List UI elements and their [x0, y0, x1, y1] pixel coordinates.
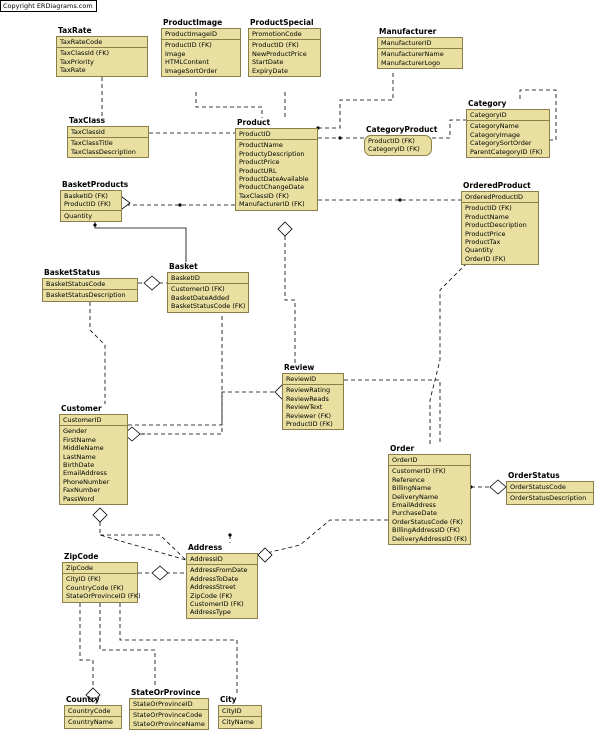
entity-attr: PurchaseDate [392, 509, 438, 518]
entity-attr: ProductName [239, 141, 283, 150]
entity-basketproducts[interactable] [60, 180, 129, 222]
entity-name: ProductSpecial [250, 18, 314, 27]
entity-attr: BillingAddressID (FK) [392, 526, 460, 535]
entity-attr: StateOrProvinceCode [133, 711, 203, 720]
entity-attr: NewProductPrice [252, 49, 307, 58]
entity-country[interactable] [64, 695, 122, 729]
entity-attr: ProductID (FK) [286, 420, 333, 429]
entity-attr: ProductID [239, 130, 271, 138]
entity-attr: ProductID (FK) [165, 41, 212, 50]
entity-attr: CategorySortOrder [470, 139, 532, 148]
entity-attr: TaxRateCode [60, 38, 103, 46]
entity-productspecial[interactable] [248, 18, 321, 77]
entity-attr: ProductName [465, 212, 509, 221]
entity-orderstatus[interactable] [506, 471, 594, 505]
entity-attr: ProductImageID [165, 30, 217, 38]
entity-name: ProductImage [163, 18, 223, 27]
entity-name: City [220, 695, 237, 704]
entity-attr: ProductID (FK) [64, 200, 111, 209]
entity-attr: OrderStatusDescription [510, 494, 587, 503]
entity-attr: AddressStreet [190, 583, 236, 592]
entity-attr: BasketID (FK) [64, 192, 108, 200]
entity-attr: StateOrProvinceID [133, 700, 193, 708]
entity-name: StateOrProvince [131, 688, 201, 697]
entity-attr: BasketDateAdded [171, 293, 230, 302]
entity-name: Order [390, 444, 415, 453]
entity-attr: Image [165, 49, 186, 58]
entity-attr: TaxClassId (FK) [60, 49, 110, 58]
entity-attr: ProductyDescription [239, 149, 305, 158]
entity-orderedproduct[interactable] [461, 181, 539, 265]
entity-order[interactable] [388, 444, 471, 545]
entity-attr: CategoryID [470, 111, 507, 119]
entity-attr: StateOrProvinceID (FK) [66, 592, 141, 601]
entity-product[interactable] [235, 118, 318, 211]
entity-customer[interactable] [59, 404, 128, 505]
entity-name: BasketStatus [44, 268, 101, 277]
entity-attr: TaxClassTitle [71, 139, 113, 148]
entity-attr: ReviewText [286, 403, 323, 412]
entity-attr: Reviewer (FK) [286, 411, 332, 420]
entity-attr: ProductDateAvailable [239, 175, 309, 184]
entity-attr: OrderID (FK) [465, 254, 506, 263]
entity-name: Customer [61, 404, 102, 413]
entity-attr: ManufacturerID (FK) [239, 200, 305, 209]
entity-name: Review [284, 363, 315, 372]
entity-attr: ProductTax [465, 238, 501, 247]
entity-name: TaxRate [58, 26, 92, 35]
entity-attr: ZipCode (FK) [190, 591, 233, 600]
entity-attr: FirstName [63, 435, 96, 444]
entity-attr: CategoryImage [470, 130, 521, 139]
entity-attr: TaxClassDescription [71, 147, 136, 156]
entity-attr: Gender [63, 427, 87, 436]
entity-name: BasketProducts [62, 180, 129, 189]
entity-name: OrderStatus [508, 471, 560, 480]
entity-attr: AddressType [190, 608, 231, 617]
entity-attr: CustomerID (FK) [171, 285, 225, 294]
entity-attr: ProductURL [239, 166, 277, 175]
entity-manufacturer[interactable] [377, 27, 463, 69]
entity-attr: AddressFromDate [190, 566, 248, 575]
entity-attr: CustomerID (FK) [392, 467, 446, 476]
entity-attr: CustomerID (FK) [190, 600, 244, 609]
entity-category[interactable] [466, 99, 550, 158]
entity-attr: StartDate [252, 58, 284, 67]
entity-attr: EmailAddress [63, 469, 107, 478]
entity-basket[interactable] [167, 262, 249, 313]
entity-attr: ExpiryDate [252, 66, 288, 75]
entity-attr: TaxRate [60, 66, 86, 75]
entity-attr: EmailAddress [392, 501, 436, 510]
entity-attr: OrderedProductID [465, 193, 524, 201]
entity-attr: ProductID (FK) [465, 204, 512, 213]
entity-attr: TaxPriority [60, 57, 94, 66]
entity-attr: ManufacturerID [381, 39, 432, 47]
entity-name: CategoryProduct [366, 125, 438, 134]
entity-attr: PassWord [63, 494, 95, 503]
entity-attr: BillingName [392, 484, 432, 493]
entity-review[interactable] [282, 363, 344, 430]
entity-name: Basket [169, 262, 198, 271]
entity-name: TaxClass [69, 116, 106, 125]
entity-taxclass[interactable] [67, 116, 149, 158]
entity-attr: CityID (FK) [66, 575, 101, 584]
entity-attr: ProductPrice [239, 158, 280, 167]
entity-basketstatus[interactable] [42, 268, 138, 302]
entity-attr: ParentCategoryID (FK) [470, 147, 543, 156]
entity-name: Product [237, 118, 271, 127]
entity-attr: TaxClassID (FK) [239, 191, 289, 200]
entity-attr: HTMLContent [165, 58, 209, 67]
entity-attr: Quantity [64, 211, 93, 220]
entity-zipcode[interactable] [62, 552, 141, 603]
entity-attr: ReviewID [286, 375, 317, 383]
entity-attr: ProductID (FK) [252, 41, 299, 50]
entity-productimage[interactable] [161, 18, 241, 77]
entity-attr: DeliveryAddressID (FK) [392, 534, 467, 543]
entity-categoryproduct[interactable] [364, 125, 438, 156]
entity-attr: ReviewRating [286, 386, 331, 395]
entity-attr: ProductDescription [465, 221, 527, 230]
entity-name: Manufacturer [379, 27, 437, 36]
entity-attr: CountryName [68, 718, 113, 727]
entity-attr: LastName [63, 452, 96, 461]
entity-name: OrderedProduct [463, 181, 531, 190]
entity-attr: CityID [222, 707, 242, 715]
entity-name: Address [188, 543, 223, 552]
entity-attr: CategoryName [470, 122, 519, 131]
entity-attr: StateOrProvinceName [133, 719, 205, 728]
entity-name: ZipCode [64, 552, 99, 561]
entity-name: Country [66, 695, 100, 704]
entity-attr: CountryCode [68, 707, 111, 715]
entity-attr: Quantity [465, 246, 494, 255]
entity-attr: CustomerID [63, 416, 102, 424]
entity-attr: DeliveryName [392, 492, 439, 501]
entity-attr: ProductChangeDate [239, 183, 305, 192]
entity-attr: AddressToDate [190, 574, 239, 583]
entity-attr: ManufacturerName [381, 50, 444, 59]
entity-attr: BasketStatusCode [46, 280, 106, 288]
entity-attr: MiddleName [63, 444, 104, 453]
entity-attr: PhoneNumber [63, 477, 110, 486]
entity-attr: Reference [392, 475, 425, 484]
entity-attr: ManufacturerLogo [381, 58, 441, 67]
entity-attr: BasketStatusDescription [46, 291, 126, 300]
entity-attr: ReviewReads [286, 394, 329, 403]
entity-attr: OrderStatusCode (FK) [392, 517, 463, 526]
entity-address[interactable] [186, 543, 258, 619]
entity-attr: ImageSortOrder [165, 66, 218, 75]
entity-attr: OrderID [392, 456, 418, 464]
entity-city[interactable] [218, 695, 262, 729]
entity-name: Category [468, 99, 507, 108]
entity-attr: CategoryID (FK) [368, 145, 420, 154]
entity-attr: CityName [222, 718, 254, 727]
entity-attr: OrderStatusCode [510, 483, 566, 491]
entity-attr: FaxNumber [63, 486, 101, 495]
entity-attr: PromotionCode [252, 30, 302, 38]
entity-attr: TaxClassId [71, 128, 105, 136]
entity-stateorprovince[interactable] [129, 688, 209, 730]
entity-attr: BirthDate [63, 461, 95, 470]
copyright-label: Copyright ERDiagrams.com [0, 0, 97, 12]
entity-taxrate[interactable] [56, 26, 148, 77]
entity-attr: BasketStatusCode (FK) [171, 302, 246, 311]
entity-attr: CountryCode (FK) [66, 583, 124, 592]
entity-attr: ProductPrice [465, 229, 506, 238]
entity-attr: ProductID (FK) [368, 137, 415, 145]
entity-attr: AddressID [190, 555, 223, 563]
entity-attr: ZipCode [66, 564, 94, 572]
entity-attr: BasketID [171, 274, 200, 282]
